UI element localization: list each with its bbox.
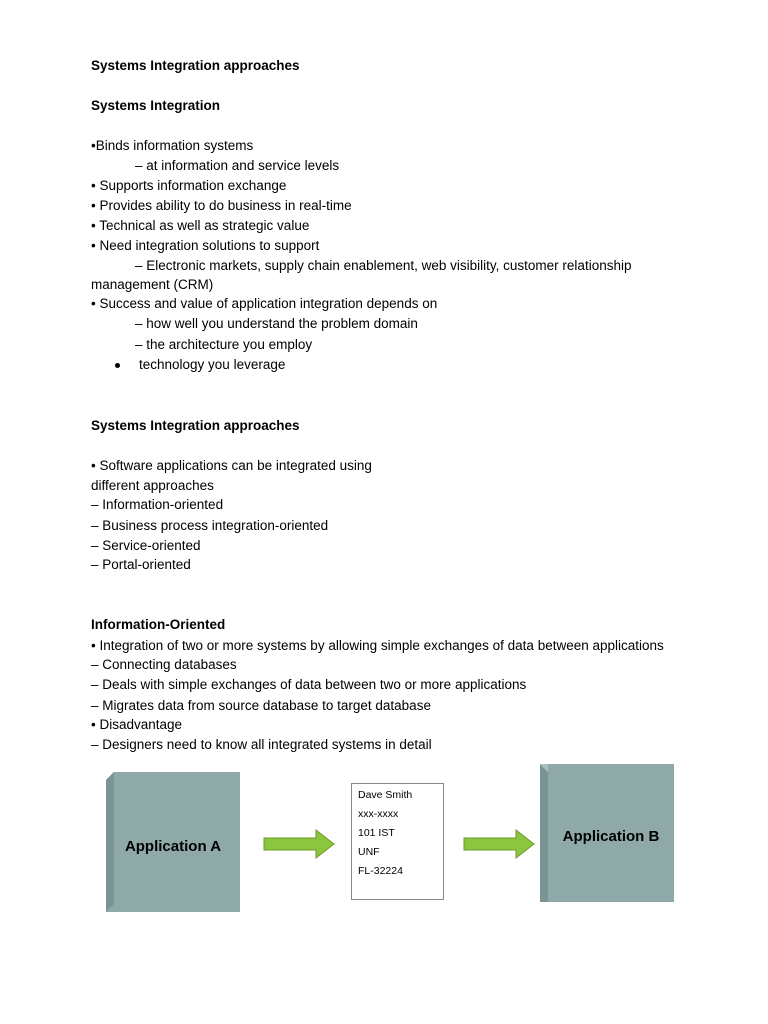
list-item: – Deals with simple exchanges of data between two or more applications xyxy=(91,677,527,692)
record-line: 101 IST xyxy=(358,827,395,839)
list-item: • Technical as well as strategic value xyxy=(91,218,310,233)
list-item: – Information-oriented xyxy=(91,497,224,512)
list-item: – Portal-oriented xyxy=(91,557,191,572)
record-line: FL-32224 xyxy=(358,865,403,877)
application-b-label: Application B xyxy=(562,828,660,845)
list-item: •Binds information systems xyxy=(91,138,254,153)
data-record-card xyxy=(351,783,444,900)
list-item: • Need integration solutions to support xyxy=(91,238,320,253)
list-item: • Software applications can be integrated using xyxy=(91,458,372,473)
list-item: technology you leverage xyxy=(139,357,286,372)
list-item: • Supports information exchange xyxy=(91,178,287,193)
record-line: xxx-xxxx xyxy=(358,808,399,820)
list-item: • Success and value of application integration depends on xyxy=(91,296,438,311)
list-item: – Migrates data from source database to target database xyxy=(91,698,431,713)
list-item: – Business process integration-oriented xyxy=(91,518,329,533)
list-item: management (CRM) xyxy=(91,277,214,292)
list-item: – Connecting databases xyxy=(91,657,237,672)
list-item: – Service-oriented xyxy=(91,538,201,553)
page-title: Systems Integration approaches xyxy=(91,58,300,73)
list-item: different approaches xyxy=(91,478,214,493)
list-item: • Integration of two or more systems by allowing simple exchanges of data between applications xyxy=(91,638,664,653)
list-item: – Electronic markets, supply chain enablement, web visibility, customer relationship xyxy=(135,258,632,273)
list-item: • Disadvantage xyxy=(91,717,183,732)
bullet-icon xyxy=(115,363,120,368)
record-line: UNF xyxy=(358,846,380,858)
list-item: – how well you understand the problem domain xyxy=(135,316,418,331)
list-item: – Designers need to know all integrated systems in detail xyxy=(91,737,432,752)
arrow-right-icon xyxy=(264,830,334,858)
arrow-right-icon xyxy=(464,830,534,858)
list-item: – at information and service levels xyxy=(135,158,340,173)
record-line: Dave Smith xyxy=(358,789,413,801)
application-a-label: Application A xyxy=(124,838,222,855)
section-heading-information-oriented: Information-Oriented xyxy=(91,617,226,632)
section-heading-systems-integration: Systems Integration xyxy=(91,98,221,113)
list-item: • Provides ability to do business in real-time xyxy=(91,198,352,213)
section-heading-approaches: Systems Integration approaches xyxy=(91,418,300,433)
list-item: – the architecture you employ xyxy=(135,337,313,352)
